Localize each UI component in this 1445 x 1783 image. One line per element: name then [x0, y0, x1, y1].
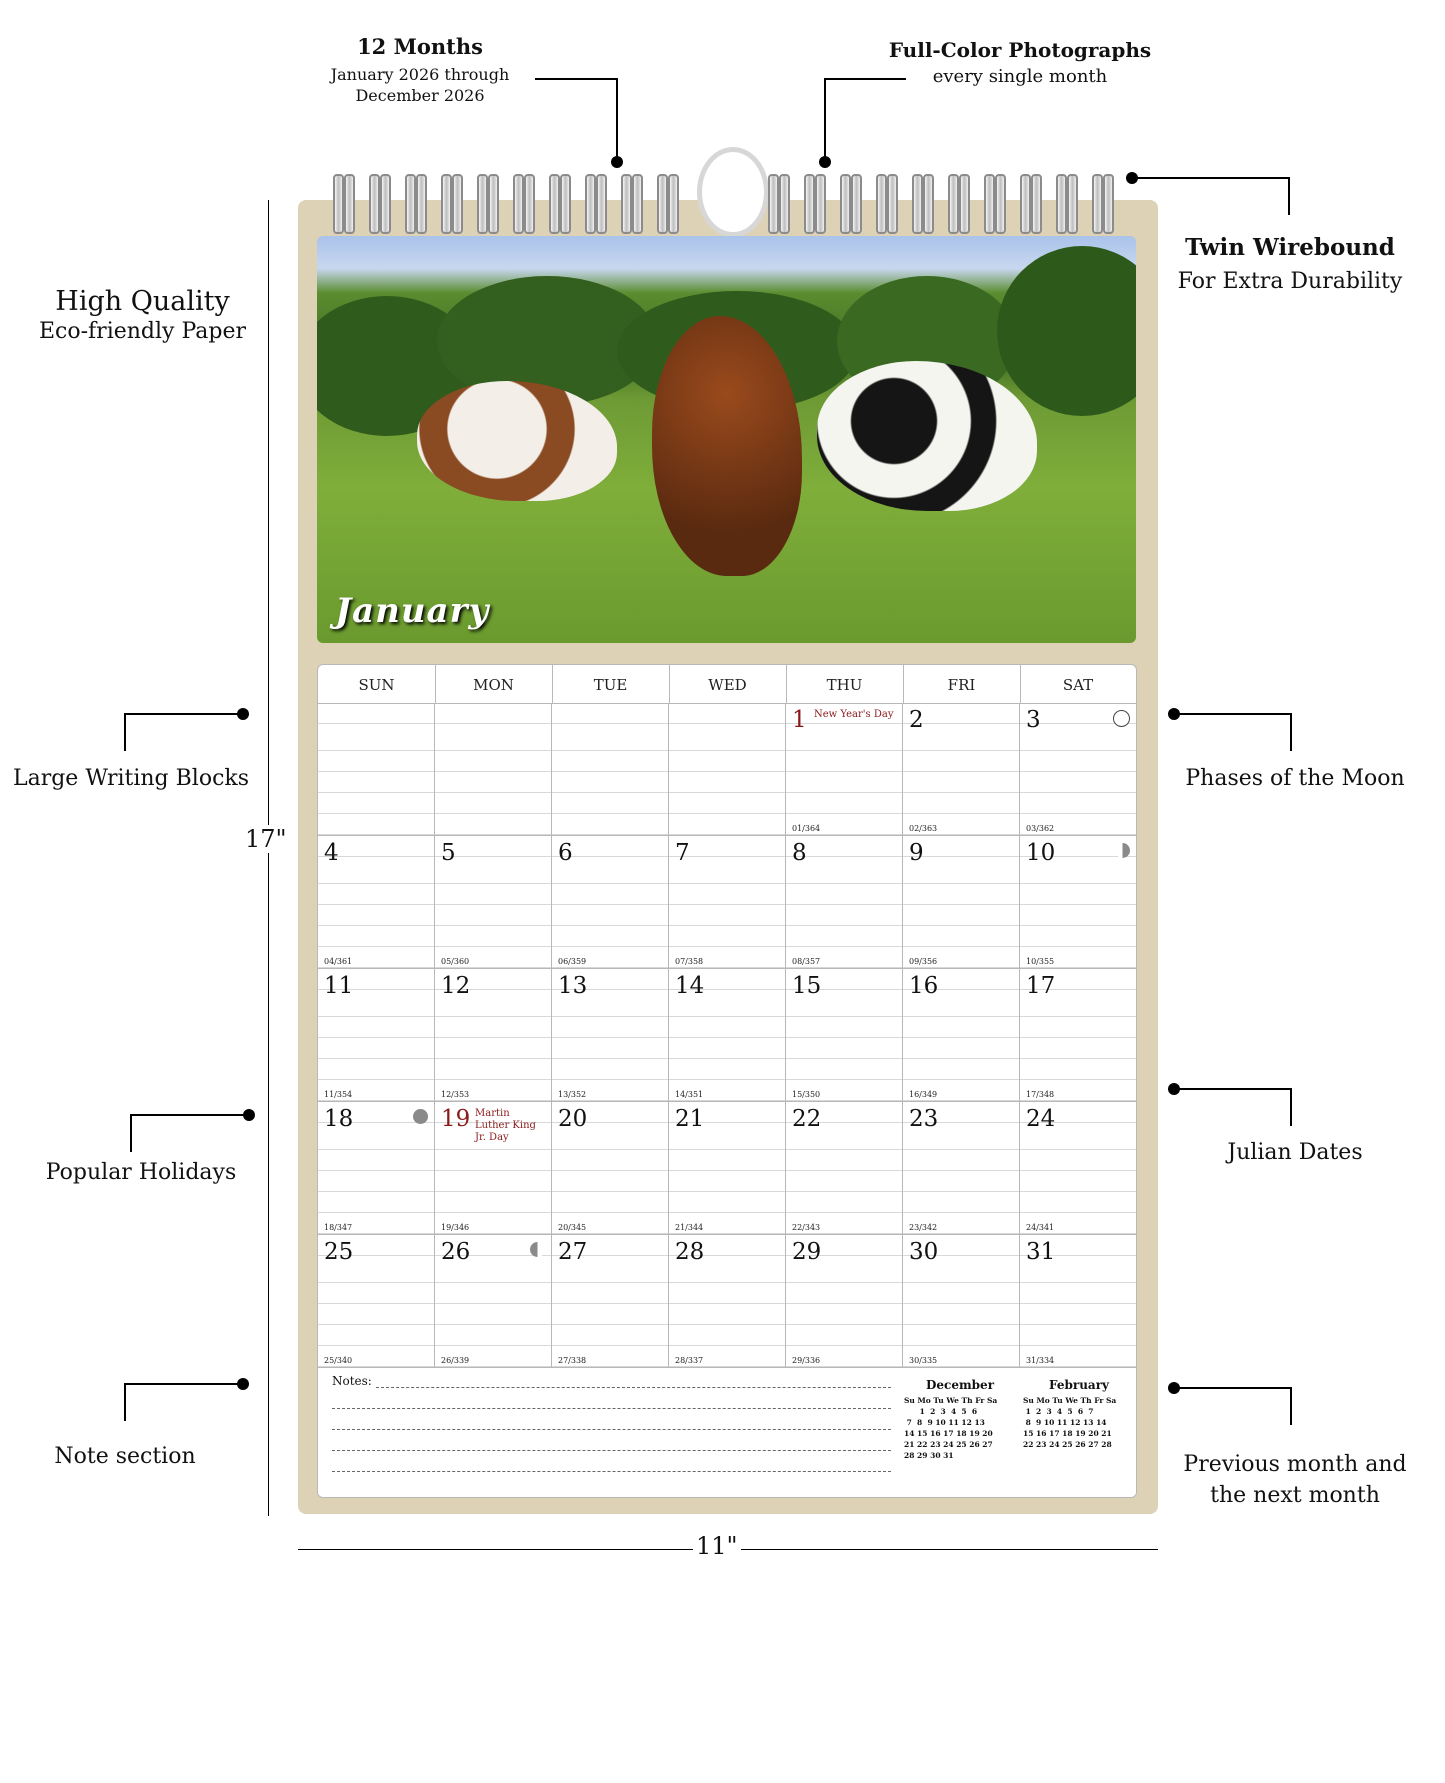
day-cell-31[interactable]	[1020, 1235, 1136, 1368]
day-cell-20[interactable]	[552, 1102, 669, 1235]
julian-date: 04/361	[324, 957, 353, 966]
day-number: 11	[324, 973, 354, 999]
mini-calendar-title: December	[925, 1378, 995, 1392]
month-title: January	[335, 591, 490, 631]
day-cell-5[interactable]	[435, 836, 552, 969]
julian-date: 03/362	[1026, 824, 1055, 833]
empty-day-cell[interactable]	[435, 703, 552, 836]
callout-title: 12 Months	[357, 34, 483, 59]
mini-calendar-week-row: 22 23 24 25 26 27 28	[1023, 1440, 1112, 1449]
weekday-thu: THU	[786, 665, 904, 703]
day-number: 23	[909, 1106, 939, 1132]
empty-day-cell[interactable]	[552, 703, 669, 836]
julian-date: 13/352	[558, 1090, 587, 1099]
callout-prev-next-month	[1165, 1452, 1425, 1508]
day-number: 12	[441, 973, 471, 999]
julian-date: 07/358	[675, 957, 704, 966]
day-cell-11[interactable]	[318, 969, 435, 1102]
julian-date: 26/339	[441, 1356, 470, 1365]
mini-calendar-weekday-row: Su Mo Tu We Th Fr Sa	[1023, 1396, 1117, 1405]
day-number: 8	[792, 840, 807, 866]
leader-line	[1288, 177, 1290, 215]
notes-line	[332, 1429, 891, 1430]
day-number: 9	[909, 840, 924, 866]
full-moon-icon	[1113, 710, 1130, 727]
day-number: 15	[792, 973, 822, 999]
day-number: 2	[909, 707, 924, 733]
julian-date: 18/347	[324, 1223, 353, 1232]
first-quarter-moon-icon	[530, 1242, 545, 1257]
day-cell-1[interactable]	[786, 703, 903, 836]
day-number: 17	[1026, 973, 1056, 999]
day-number: 21	[675, 1106, 705, 1132]
wire-coil	[549, 174, 571, 232]
leader-line	[824, 78, 906, 80]
mini-calendar-week-row: 8 9 10 11 12 13 14	[1023, 1418, 1107, 1427]
hanger-hook	[697, 147, 769, 237]
wire-coil	[948, 174, 970, 232]
day-cell-9[interactable]	[903, 836, 1020, 969]
mini-calendar-week-row: 28 29 30 31	[904, 1451, 954, 1460]
callout-title: Twin Wirebound	[1185, 234, 1395, 261]
wire-coil	[1020, 174, 1042, 232]
day-cell-29[interactable]	[786, 1235, 903, 1368]
callout-title: Julian Dates	[1227, 1140, 1363, 1165]
notes-label: Notes:	[332, 1374, 372, 1388]
day-cell-30[interactable]	[903, 1235, 1020, 1368]
callout-line: Previous month and	[1183, 1452, 1407, 1477]
julian-date: 17/348	[1026, 1090, 1055, 1099]
mini-calendar-week-row: 7 8 9 10 11 12 13	[904, 1418, 985, 1427]
wire-coil	[657, 174, 679, 232]
julian-date: 27/338	[558, 1356, 587, 1365]
callout-photographs	[885, 38, 1155, 87]
callout-title: Note section	[54, 1444, 196, 1469]
notes-line	[376, 1387, 891, 1388]
height-label: 17"	[242, 825, 290, 853]
leader-line	[130, 1114, 132, 1152]
callout-moon-phases	[1165, 766, 1425, 791]
julian-date: 11/354	[324, 1090, 353, 1099]
day-number: 14	[675, 973, 705, 999]
callout-wirebound	[1165, 234, 1415, 294]
leader-line	[124, 1383, 126, 1421]
day-cell-15[interactable]	[786, 969, 903, 1102]
day-cell-22[interactable]	[786, 1102, 903, 1235]
holiday-label: New Year's Day	[814, 709, 894, 720]
callout-title: Phases of the Moon	[1185, 766, 1405, 791]
mini-calendar-week-row: 21 22 23 24 25 26 27	[904, 1440, 993, 1449]
day-number: 7	[675, 840, 690, 866]
mini-calendar-week-row: 15 16 17 18 19 20 21	[1023, 1429, 1112, 1438]
day-number: 19	[441, 1106, 471, 1132]
day-number: 13	[558, 973, 588, 999]
julian-date: 16/349	[909, 1090, 938, 1099]
callout-title: Popular Holidays	[45, 1160, 237, 1185]
day-cell-21[interactable]	[669, 1102, 786, 1235]
day-number: 20	[558, 1106, 588, 1132]
leader-line	[1290, 1088, 1292, 1126]
julian-date: 22/343	[792, 1223, 821, 1232]
wire-coil	[804, 174, 826, 232]
last-quarter-moon-icon	[1115, 843, 1130, 858]
leader-line	[1174, 713, 1292, 715]
julian-date: 02/363	[909, 824, 938, 833]
leader-line	[1174, 1088, 1292, 1090]
wire-coil	[585, 174, 607, 232]
holiday-label: Martin Luther King Jr. Day	[475, 1108, 536, 1143]
wire-coil	[912, 174, 934, 232]
wire-coil	[621, 174, 643, 232]
wire-coil	[333, 174, 355, 232]
julian-date: 09/356	[909, 957, 938, 966]
notes-section	[318, 1368, 1136, 1497]
day-cell-17[interactable]	[1020, 969, 1136, 1102]
day-cell-26[interactable]	[435, 1235, 552, 1368]
day-cell-7[interactable]	[669, 836, 786, 969]
leader-dot	[611, 156, 623, 168]
wire-coil	[876, 174, 898, 232]
wire-coil	[1092, 174, 1114, 232]
day-number: 27	[558, 1239, 588, 1265]
day-number: 16	[909, 973, 939, 999]
wire-coil	[405, 174, 427, 232]
day-cell-18[interactable]	[318, 1102, 435, 1235]
leader-line	[1290, 1387, 1292, 1425]
day-cell-27[interactable]	[552, 1235, 669, 1368]
month-grid	[317, 664, 1137, 1498]
leader-line	[616, 78, 618, 160]
weekday-mon: MON	[435, 665, 553, 703]
julian-date: 14/351	[675, 1090, 704, 1099]
weekday-tue: TUE	[552, 665, 670, 703]
day-cell-13[interactable]	[552, 969, 669, 1102]
weekday-sun: SUN	[318, 665, 436, 703]
wire-coil	[477, 174, 499, 232]
day-cell-12[interactable]	[435, 969, 552, 1102]
piebald-horse	[817, 361, 1037, 511]
callout-subtitle: December 2026	[355, 86, 485, 105]
callout-subtitle: every single month	[932, 66, 1108, 87]
day-cell-2[interactable]	[903, 703, 1020, 836]
callout-holidays	[10, 1160, 272, 1185]
callout-subtitle: For Extra Durability	[1177, 269, 1403, 294]
day-number: 30	[909, 1239, 939, 1265]
leader-line	[535, 78, 617, 80]
day-number: 5	[441, 840, 456, 866]
leader-line	[1174, 1387, 1292, 1389]
day-number: 31	[1026, 1239, 1056, 1265]
day-cell-14[interactable]	[669, 969, 786, 1102]
julian-date: 23/342	[909, 1223, 938, 1232]
callout-title: Full-Color Photographs	[888, 38, 1152, 62]
weekday-header-row	[318, 665, 1136, 704]
day-number: 10	[1026, 840, 1056, 866]
julian-date: 08/357	[792, 957, 821, 966]
julian-date: 15/350	[792, 1090, 821, 1099]
day-number: 18	[324, 1106, 354, 1132]
wire-coil	[513, 174, 535, 232]
callout-subtitle: January 2026 through	[330, 65, 510, 84]
julian-date: 28/337	[675, 1356, 704, 1365]
julian-date: 29/336	[792, 1356, 821, 1365]
day-cell-6[interactable]	[552, 836, 669, 969]
mini-calendar-week-row: 1 2 3 4 5 6	[904, 1407, 978, 1416]
weekday-wed: WED	[669, 665, 787, 703]
day-cell-16[interactable]	[903, 969, 1020, 1102]
tree	[997, 246, 1136, 416]
callout-subtitle: Eco-friendly Paper	[38, 319, 247, 344]
callout-writing-blocks	[0, 766, 262, 791]
day-cell-28[interactable]	[669, 1235, 786, 1368]
mini-calendar-week-row: 14 15 16 17 18 19 20	[904, 1429, 993, 1438]
day-number: 6	[558, 840, 573, 866]
height-dimension-line	[268, 200, 269, 1516]
horse-photo	[317, 236, 1136, 643]
weekday-fri: FRI	[903, 665, 1021, 703]
day-cell-10[interactable]	[1020, 836, 1136, 969]
day-number: 26	[441, 1239, 471, 1265]
day-number: 3	[1026, 707, 1041, 733]
wire-coil	[984, 174, 1006, 232]
mini-calendar-weekday-row: Su Mo Tu We Th Fr Sa	[904, 1396, 998, 1405]
julian-date: 25/340	[324, 1356, 353, 1365]
wire-coil	[840, 174, 862, 232]
notes-line	[332, 1450, 891, 1451]
day-cell-19[interactable]	[435, 1102, 552, 1235]
empty-day-cell[interactable]	[318, 703, 435, 836]
width-label: 11"	[693, 1532, 741, 1560]
julian-date: 24/341	[1026, 1223, 1055, 1232]
day-cell-24[interactable]	[1020, 1102, 1136, 1235]
leader-line	[124, 1383, 242, 1385]
julian-date: 05/360	[441, 957, 470, 966]
julian-date: 01/364	[792, 824, 821, 833]
julian-date: 30/335	[909, 1356, 938, 1365]
day-number: 22	[792, 1106, 822, 1132]
wire-coil	[369, 174, 391, 232]
leader-line	[124, 713, 242, 715]
notes-line	[332, 1471, 891, 1472]
day-number: 1	[792, 707, 807, 733]
day-number: 28	[675, 1239, 705, 1265]
day-number: 24	[1026, 1106, 1056, 1132]
callout-paper	[20, 286, 265, 344]
julian-date: 12/353	[441, 1090, 470, 1099]
wire-coil	[441, 174, 463, 232]
weekday-sat: SAT	[1062, 676, 1094, 694]
callout-line: the next month	[1210, 1483, 1380, 1508]
julian-date: 31/334	[1026, 1356, 1055, 1365]
day-cell-4[interactable]	[318, 836, 435, 969]
julian-date: 19/346	[441, 1223, 470, 1232]
julian-date: 06/359	[558, 957, 587, 966]
day-cell-23[interactable]	[903, 1102, 1020, 1235]
day-number: 25	[324, 1239, 354, 1265]
new-moon-icon	[413, 1109, 428, 1124]
mini-calendar-next-month	[1023, 1378, 1135, 1450]
leader-line	[1290, 713, 1292, 751]
empty-day-cell[interactable]	[669, 703, 786, 836]
mini-calendar-title: February	[1048, 1378, 1109, 1392]
julian-date: 10/355	[1026, 957, 1055, 966]
day-cell-8[interactable]	[786, 836, 903, 969]
callout-title: Large Writing Blocks	[12, 766, 250, 791]
day-number: 4	[324, 840, 339, 866]
julian-date: 21/344	[675, 1223, 704, 1232]
callout-title: High Quality	[55, 286, 230, 317]
day-number: 29	[792, 1239, 822, 1265]
wire-coil	[1056, 174, 1078, 232]
mini-calendar-previous-month	[904, 1378, 1016, 1461]
wire-coil	[768, 174, 790, 232]
julian-date: 20/345	[558, 1223, 587, 1232]
callout-12-months	[320, 34, 520, 105]
notes-line	[332, 1408, 891, 1409]
mini-calendar-week-row: 1 2 3 4 5 6 7	[1023, 1407, 1094, 1416]
day-cell-3[interactable]	[1020, 703, 1136, 836]
leader-line	[124, 713, 126, 751]
leader-line	[824, 78, 826, 160]
leader-line	[1132, 177, 1290, 179]
callout-note-section	[0, 1444, 250, 1469]
day-cell-25[interactable]	[318, 1235, 435, 1368]
leader-dot	[819, 156, 831, 168]
callout-julian	[1165, 1140, 1425, 1165]
leader-line	[130, 1114, 248, 1116]
